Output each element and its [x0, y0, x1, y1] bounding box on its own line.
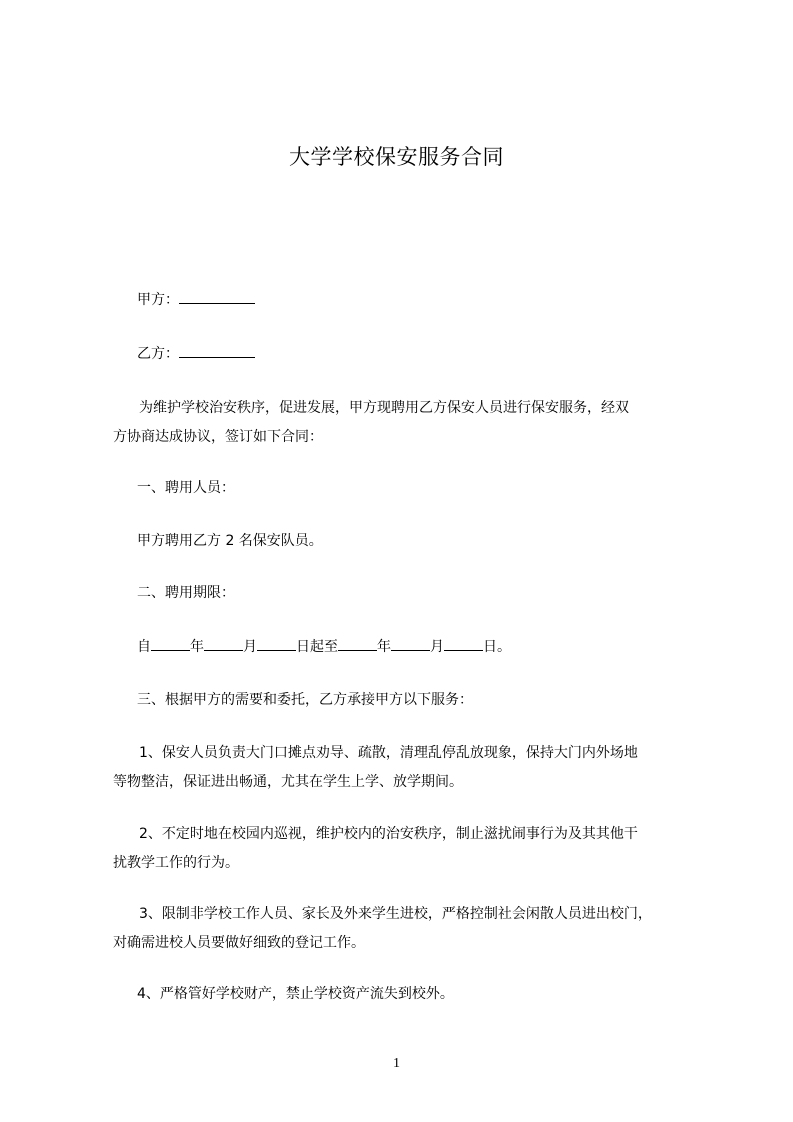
item-1-line-2: 等物整洁，保证进出畅通，尤其在学生上学、放学期间。: [113, 774, 463, 790]
item-4-line: 4、严格管好学校财产，禁止学校资产流失到校外。: [137, 986, 454, 1002]
document-title: 大学学校保安服务合同: [289, 145, 504, 169]
intro-line-1: 为维护学校治安秩序，促进发展，甲方现聘用乙方保安人员进行保安服务，经双: [139, 400, 629, 416]
term-blank-day-2: [444, 635, 483, 651]
term-month-2: 月: [430, 639, 444, 655]
section-2-heading: 二、聘用期限：: [137, 585, 235, 601]
party-b-line: [137, 341, 255, 368]
item-3-paragraph: [113, 900, 713, 958]
term-blank-year-1: [151, 635, 190, 651]
term-line: [137, 634, 511, 661]
party-a-blank: [179, 288, 255, 304]
item-1-paragraph: [113, 739, 713, 797]
term-blank-day-1: [257, 635, 296, 651]
item-3-line-2: 对确需进校人员要做好细致的登记工作。: [113, 935, 365, 951]
party-b-label: 乙方：: [137, 346, 179, 362]
term-blank-month-2: [391, 635, 430, 651]
party-a-line: [137, 287, 255, 314]
section-1-heading: 一、聘用人员：: [137, 480, 235, 496]
party-b-blank: [179, 342, 255, 358]
item-2-line-2: 扰教学工作的行为。: [113, 855, 239, 871]
section-1-body: 甲方聘用乙方 2 名保安队员。: [137, 533, 323, 549]
page-number: 1: [393, 1056, 400, 1071]
section-3-heading: 三、根据甲方的需要和委托，乙方承接甲方以下服务：: [137, 692, 473, 708]
term-blank-year-2: [338, 635, 377, 651]
term-year-2: 年: [377, 639, 391, 655]
term-day-1: 日起至: [296, 639, 338, 655]
item-1-line-1: 1、保安人员负责大门口摊点劝导、疏散，清理乱停乱放现象，保持大门内外场地: [139, 745, 638, 761]
item-3-line-1: 3、限制非学校工作人员、家长及外来学生进校，严格控制社会闲散人员进出校门，: [139, 906, 652, 922]
term-month-1: 月: [243, 639, 257, 655]
item-2-line-1: 2、不定时地在校园内巡视，维护校内的治安秩序，制止滋扰闹事行为及其其他干: [139, 826, 638, 842]
intro-line-2: 方协商达成协议，签订如下合同：: [113, 429, 323, 445]
term-day-2: 日。: [483, 639, 511, 655]
term-year-1: 年: [190, 639, 204, 655]
term-blank-month-1: [204, 635, 243, 651]
party-a-label: 甲方：: [137, 292, 179, 308]
intro-paragraph: [113, 394, 713, 452]
term-from: 自: [137, 639, 151, 655]
item-2-paragraph: [113, 820, 713, 878]
